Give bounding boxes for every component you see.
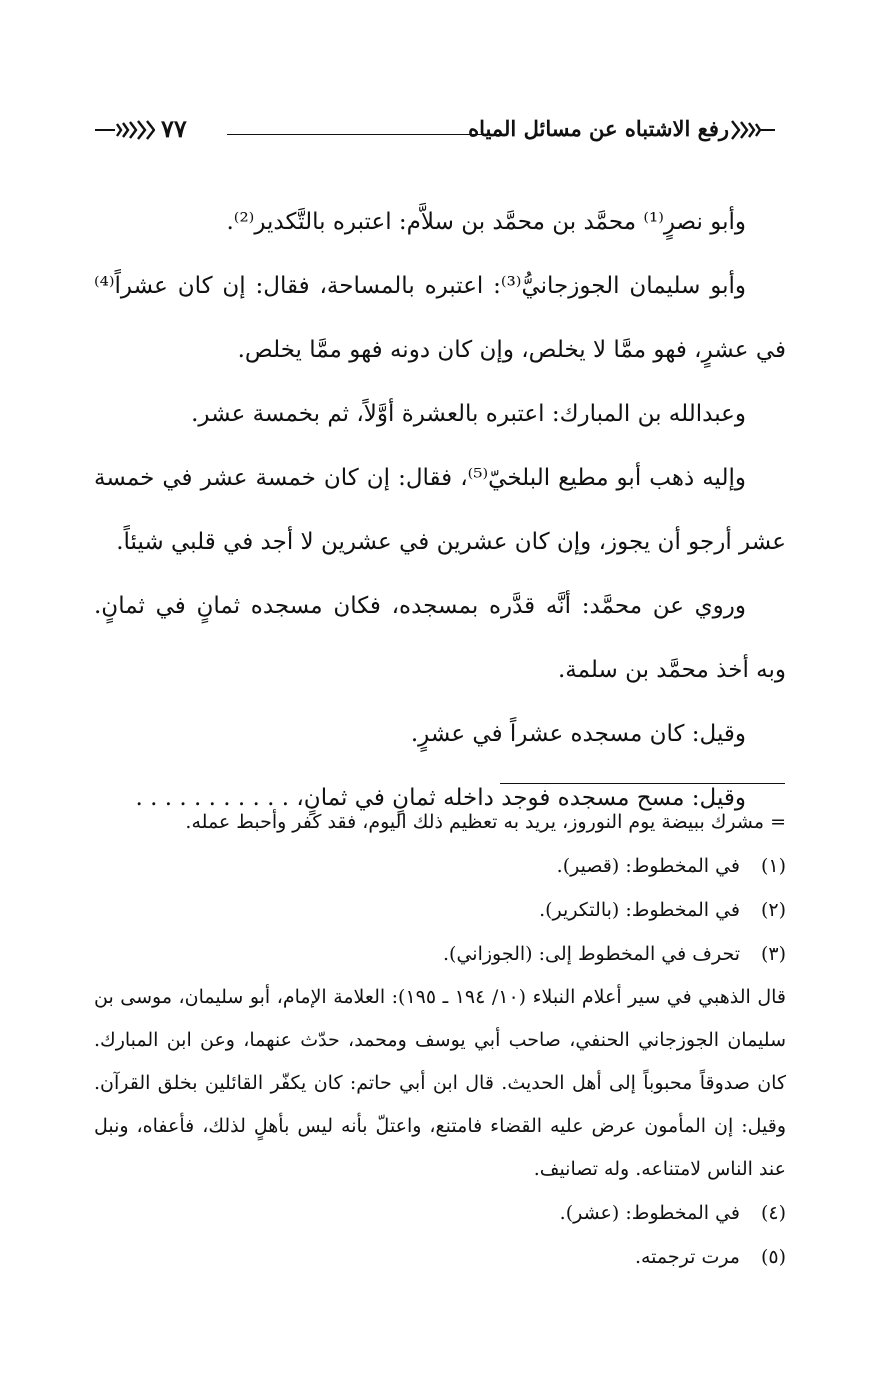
footnote-item: (٣)تحرف في المخطوط إلى: (الجوزاني).	[443, 943, 786, 965]
paragraph-3: وعبدالله بن المبارك: اعتبره بالعشرة أوَّلاً، ثم بخمسة عشر.	[191, 401, 746, 427]
footnote-3-detail: قال الذهبي في سير أعلام النبلاء (١٠/ ١٩٤ ـ ١٩٥): العلامة الإمام، أبو سليمان، موسى بن سليمان الجوزجاني الحنفي، صاحب أبي يوسف ومحمد، حدّث عنهما، وعن ابن المبارك. كان صدوقاً محبوباً إلى أهل الحديث. قال ابن أبي حاتم: كان يكفّر القائلين بخلق القرآن. وقيل: إن المأمون عرض عليه القضاء فامتنع، واعتلّ بأنه ليس بأهلٍ لذلك، فأعفاه، ونبل عند الناس لامتناعه. وله تصانيف.	[94, 986, 786, 1180]
footnote-item: (٥)مرت ترجمته.	[634, 1246, 786, 1268]
header-rule	[227, 134, 507, 135]
footnote-item: (٢)في المخطوط: (بالتكرير).	[539, 899, 786, 921]
header-ornament-right	[731, 120, 775, 140]
main-text	[94, 190, 786, 830]
footnote-continuation: = مشرك ببيضة يوم النوروز، يريد به تعظيم ذلك اليوم، فقد كفر وأحبط عمله.	[185, 811, 786, 833]
page-number: ٧٧	[161, 114, 187, 143]
running-header	[95, 112, 775, 152]
header-ornament-left	[95, 120, 155, 140]
paragraph-1: وأبو نصرٍ⁽¹⁾ محمَّد بن محمَّد بن سلاَّم: اعتبره بالتَّكدير⁽²⁾.	[226, 209, 746, 235]
footnote-item: (٤)في المخطوط: (عشر).	[559, 1202, 786, 1224]
book-title: رفع الاشتباه عن مسائل المياه	[468, 116, 729, 141]
paragraph-2: وأبو سليمان الجوزجانيُّ⁽³⁾: اعتبره بالمساحة، فقال: إن كان عشراً⁽⁴⁾ في عشرٍ، فهو ممَّا لا يخلص، وإن كان دونه فهو ممَّا يخلص.	[94, 273, 786, 363]
paragraph-5: وروي عن محمَّد: أنَّه قدَّره بمسجده، فكان مسجده ثمانٍ في ثمانٍ. وبه أخذ محمَّد بن سلمة.	[94, 593, 786, 683]
paragraph-4: وإليه ذهب أبو مطيع البلخيّ⁽⁵⁾، فقال: إن كان خمسة عشر في خمسة عشر أرجو أن يجوز، وإن كان عشرين في عشرين لا أجد في قلبي شيئاً.	[94, 465, 786, 555]
paragraph-6: وقيل: كان مسجده عشراً في عشرٍ.	[410, 721, 746, 747]
footnotes	[94, 800, 786, 1279]
paragraph-7: وقيل: مسح مسجده فوجد داخله ثمانٍ في ثمانٍ، . . . . . . . . . . .	[135, 785, 746, 811]
footnote-separator	[500, 783, 785, 784]
footnote-item: (١)في المخطوط: (قصير).	[556, 855, 786, 877]
